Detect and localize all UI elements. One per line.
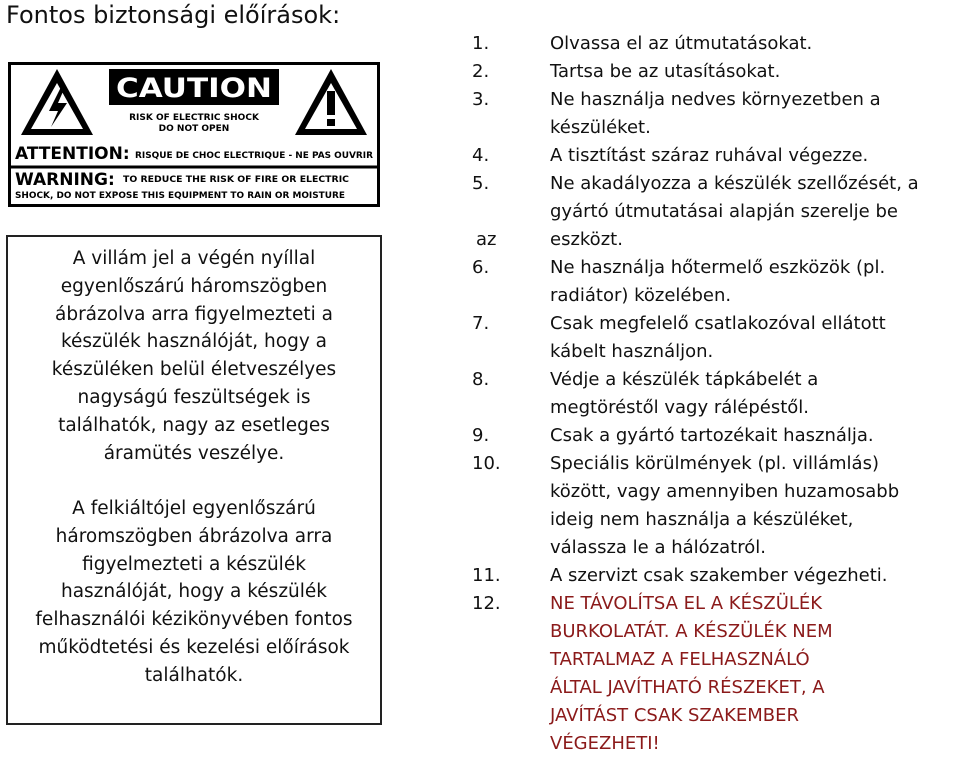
warning-text-1: TO REDUCE THE RISK OF FIRE OR ELECTRIC <box>123 175 349 185</box>
attention-heading: ATTENTION: <box>15 144 130 164</box>
item-text-warning: NE TÁVOLÍTSA EL A KÉSZÜLÉK BURKOLATÁT. A KÉSZÜLÉK NEM TARTALMAZ A FELHASZNÁLÓ ÁLTAL JAVÍTHATÓ RÉSZEKET, A JAVÍTÁST CSAK SZAKEMBER VÉGEZHETI! <box>550 593 833 754</box>
item-text: Ne használja nedves környezetben a készüléket. <box>550 89 881 138</box>
exclamation-explanation: A felkiáltójel egyenlőszárú háromszögben ábrázolva arra figyelmezteti a készülék használóját, hogy a készülék felhasználói kézikönyvében fontos működtetési és kezelési előírások találhatók. <box>35 498 353 686</box>
caution-label <box>8 62 380 207</box>
instruction-list <box>472 30 960 758</box>
az-word: az <box>476 229 497 250</box>
list-item <box>472 30 960 58</box>
caution-text: CAUTION <box>116 73 272 104</box>
list-item <box>472 58 960 86</box>
list-item <box>472 170 960 254</box>
item-number: 12. <box>472 593 501 614</box>
page-title: Fontos biztonsági előírások: <box>6 1 341 29</box>
item-number: 10. <box>472 453 501 474</box>
item-text: Ne akadályozza a készülék szellőzését, a gyártó útmutatásai alapján szerelje be eszközt. <box>550 173 919 250</box>
list-item <box>472 86 960 142</box>
item-number: 5. <box>472 173 490 194</box>
item-text: A szervizt csak szakember végezheti. <box>550 565 888 586</box>
item-text: Csak megfelelő csatlakozóval ellátott kábelt használjon. <box>550 313 886 362</box>
item-text: Speciális körülmények (pl. villámlás) között, vagy amennyiben huzamosabb ideig nem használja a készüléket, válassza le a hálózatról. <box>550 453 900 558</box>
item-number: 11. <box>472 565 501 586</box>
item-number: 2. <box>472 61 490 82</box>
list-item <box>472 254 960 310</box>
lightning-triangle-icon <box>21 69 93 135</box>
item-number: 9. <box>472 425 490 446</box>
item-text: Tartsa be az utasításokat. <box>550 61 781 82</box>
list-item <box>472 142 960 170</box>
shock-line-1: RISK OF ELECTRIC SHOCK <box>129 113 259 123</box>
item-text: A tisztítást száraz ruhával végezze. <box>550 145 869 166</box>
item-text: Olvassa el az útmutatásokat. <box>550 33 813 54</box>
item-number: 7. <box>472 313 490 334</box>
list-item <box>472 310 960 366</box>
item-number: 3. <box>472 89 490 110</box>
item-text: Ne használja hőtermelő eszközök (pl. radiátor) közelében. <box>550 257 886 306</box>
list-item <box>472 366 960 422</box>
item-number: 6. <box>472 257 490 278</box>
list-item <box>472 450 960 562</box>
exclamation-triangle-icon <box>295 69 367 135</box>
list-item-warning <box>472 590 960 758</box>
list-item <box>472 562 960 590</box>
symbol-explanation-box <box>6 235 382 725</box>
attention-text: RISQUE DE CHOC ELECTRIQUE - NE PAS OUVRIR <box>135 151 374 161</box>
item-text: Csak a gyártó tartozékait használja. <box>550 425 874 446</box>
item-number: 1. <box>472 33 490 54</box>
caution-label-graphic <box>11 65 377 204</box>
item-number: 8. <box>472 369 490 390</box>
item-number: 4. <box>472 145 490 166</box>
shock-line-2: DO NOT OPEN <box>158 124 230 134</box>
warning-heading: WARNING: <box>15 170 115 190</box>
item-text: Védje a készülék tápkábelét a megtöréstől vagy rálépéstől. <box>550 369 819 418</box>
lightning-explanation: A villám jel a végén nyíllal egyenlőszárú háromszögben ábrázolva arra figyelmezteti a készülék használóját, hogy a készüléken belül életveszélyes nagyságú feszültségek is találhatók, nagy az esetleges áramütés veszélye. <box>51 248 337 464</box>
list-item <box>472 422 960 450</box>
warning-text-2: SHOCK, DO NOT EXPOSE THIS EQUIPMENT TO RAIN OR MOISTURE <box>15 191 346 201</box>
